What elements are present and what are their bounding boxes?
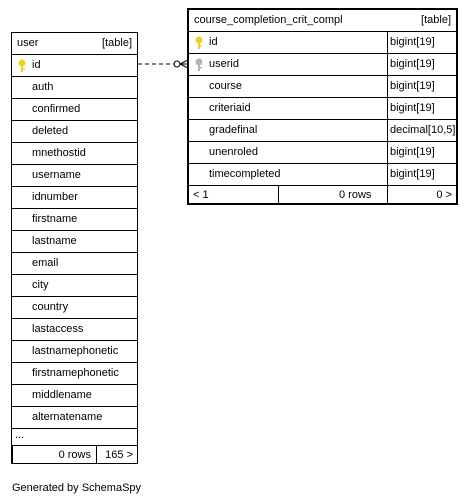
user-table[interactable] — [11, 32, 138, 464]
ccc-table-name: course_completion_crit_compl — [194, 14, 343, 26]
user-column-row[interactable] — [12, 121, 137, 143]
user-column-name: auth — [32, 81, 54, 93]
ccc-column-type: bigint[19] — [390, 80, 435, 92]
ccc-column-row[interactable] — [189, 164, 456, 186]
user-column-row[interactable] — [12, 55, 137, 77]
user-column-row[interactable] — [12, 165, 137, 187]
generator-credit: Generated by SchemaSpy — [12, 482, 142, 494]
ccc-column-row[interactable] — [189, 98, 456, 120]
user-column-name: lastname — [32, 235, 77, 247]
user-column-row[interactable] — [12, 231, 137, 253]
ccc-column-name: timecompleted — [209, 168, 281, 180]
ccc-column-name: userid — [209, 58, 239, 70]
user-column-row[interactable] — [12, 363, 137, 385]
user-table-more: ... — [15, 429, 25, 441]
foreign-key-icon — [194, 58, 204, 72]
user-column-row[interactable] — [12, 209, 137, 231]
primary-key-icon — [17, 59, 27, 73]
user-table-name: user — [17, 37, 39, 49]
ccc-table-footer — [189, 186, 456, 203]
ccc-column-type: decimal[10,5] — [390, 124, 456, 136]
user-column-name: mnethostid — [32, 147, 86, 159]
ccc-column-row[interactable] — [189, 120, 456, 142]
course-completion-crit-compl-table[interactable] — [187, 8, 458, 205]
user-table-footer — [12, 446, 137, 463]
user-column-row[interactable] — [12, 253, 137, 275]
user-table-header[interactable] — [12, 33, 137, 55]
user-column-name: firstnamephonetic — [32, 367, 119, 379]
ccc-table-children-count[interactable]: 0 > — [436, 189, 452, 201]
user-column-name: confirmed — [32, 103, 81, 115]
user-column-name: username — [32, 169, 81, 181]
ccc-column-type: bigint[19] — [390, 168, 435, 180]
ccc-column-row[interactable] — [189, 142, 456, 164]
user-column-name: email — [32, 257, 59, 269]
ccc-table-row-count: 0 rows — [339, 189, 372, 201]
user-column-row[interactable] — [12, 99, 137, 121]
user-column-row[interactable] — [12, 341, 137, 363]
ccc-column-name: criteriaid — [209, 102, 251, 114]
user-column-name: city — [32, 279, 49, 291]
user-table-children-count[interactable]: 165 > — [105, 449, 133, 461]
ccc-column-name: unenroled — [209, 146, 258, 158]
ccc-column-name: gradefinal — [209, 124, 258, 136]
user-column-name: firstname — [32, 213, 78, 225]
user-column-name: idnumber — [32, 191, 78, 203]
user-column-name: alternatename — [32, 411, 103, 423]
ccc-table-header[interactable] — [189, 10, 456, 32]
user-column-name: lastnamephonetic — [32, 345, 119, 357]
relationship-optional-marker — [174, 61, 180, 67]
user-column-row[interactable] — [12, 297, 137, 319]
user-column-row[interactable] — [12, 385, 137, 407]
user-column-row[interactable] — [12, 319, 137, 341]
ccc-column-name: course — [209, 80, 243, 92]
ccc-column-type: bigint[19] — [390, 58, 435, 70]
ccc-column-type: bigint[19] — [390, 36, 435, 48]
user-column-row[interactable] — [12, 275, 137, 297]
ccc-column-row[interactable] — [189, 76, 456, 98]
primary-key-icon — [194, 36, 204, 50]
ccc-table-parents-count[interactable]: < 1 — [193, 189, 209, 201]
user-table-kind: [table] — [102, 37, 132, 49]
user-table-more-row — [12, 429, 137, 446]
ccc-column-type: bigint[19] — [390, 146, 435, 158]
user-column-name: country — [32, 301, 69, 313]
user-column-name: middlename — [32, 389, 92, 401]
user-column-row[interactable] — [12, 143, 137, 165]
ccc-table-kind: [table] — [421, 14, 451, 26]
ccc-column-name: id — [209, 36, 218, 48]
user-column-name: deleted — [32, 125, 69, 137]
user-table-row-count: 0 rows — [58, 449, 91, 461]
user-column-name: id — [32, 59, 41, 71]
user-column-row[interactable] — [12, 77, 137, 99]
user-column-row[interactable] — [12, 187, 137, 209]
ccc-column-type: bigint[19] — [390, 102, 435, 114]
ccc-column-row[interactable] — [189, 32, 456, 54]
user-column-row[interactable] — [12, 407, 137, 429]
ccc-column-row[interactable] — [189, 54, 456, 76]
user-column-name: lastaccess — [32, 323, 84, 335]
